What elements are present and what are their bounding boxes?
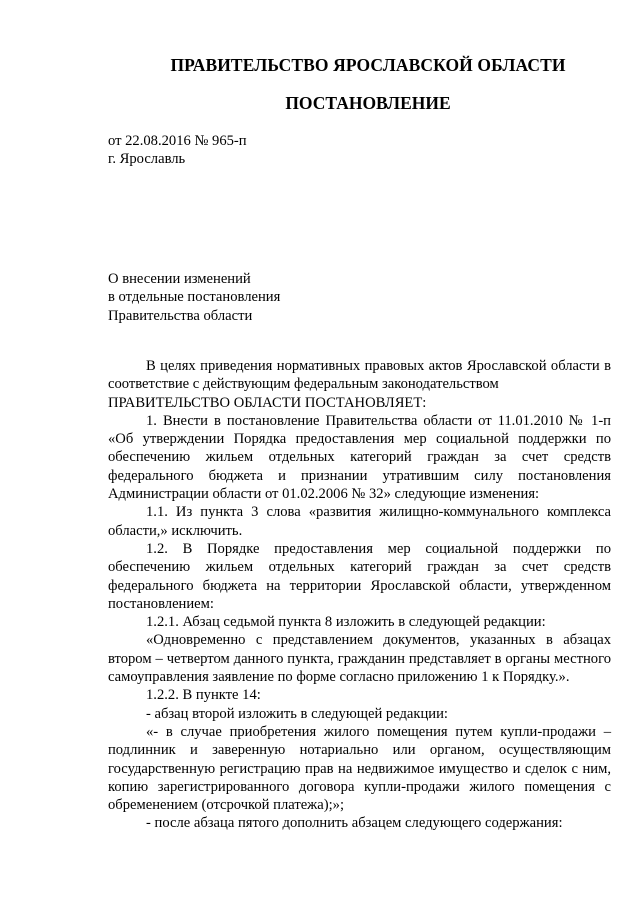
paragraph-preamble: В целях приведения нормативных правовых актов Ярославской области в соответствие с действующим федеральным законодательством (108, 358, 611, 393)
document-subject (108, 270, 280, 325)
paragraph-quote-2: «- в случае приобретения жилого помещения путем купли-продажи – подлинник и заверенную нотариально или органом, осуществляющим государственную регистрацию прав на недвижимое имущество и сделок с ним, копию зарегистрированного договора купли-продажи жилого помещения с обременением (отсрочкой платежа);»; (108, 723, 611, 814)
paragraph-item-1-2-2: 1.2.2. В пункте 14: (146, 687, 261, 704)
paragraph-dash-2: - после абзаца пятого дополнить абзацем следующего содержания: (146, 815, 563, 832)
paragraph-item-1: 1. Внести в постановление Правительства области от 11.01.2010 № 1-п «Об утверждении Порядка предоставления мер социальной поддержки по обеспечению жильем отдельных категорий граждан за счет средств федерального бюджета и признании утратившим силу постановления Администрации области от 01.02.2006 № 32» следующие изменения: (108, 412, 611, 503)
date-number: от 22.08.2016 № 965-п (108, 133, 247, 149)
document-type-title: ПОСТАНОВЛЕНИЕ (285, 93, 451, 113)
paragraph-item-1-2: 1.2. В Порядке предоставления мер социальной поддержки по обеспечению жильем отдельных категорий граждан за счет средств федерального бюджета на территории Ярославской области, утвержденном постановлением: (108, 540, 611, 612)
paragraph-resolution: ПРАВИТЕЛЬСТВО ОБЛАСТИ ПОСТАНОВЛЯЕТ: (108, 394, 427, 411)
city: г. Ярославль (108, 151, 186, 168)
document-meta (108, 132, 247, 169)
government-title: ПРАВИТЕЛЬСТВО ЯРОСЛАВСКОЙ ОБЛАСТИ (170, 55, 566, 75)
paragraph-quote-1: «Одновременно с представлением документов, указанных в абзацах втором – четвертом данного пункта, гражданин представляет в органы местного самоуправления заявление по форме согласно приложению 1 к Порядку.». (108, 632, 611, 686)
document-body (108, 357, 611, 833)
paragraph-dash-1: - абзац второй изложить в следующей редакции: (146, 705, 448, 722)
subject-line: Правительства области (108, 307, 253, 324)
paragraph-item-1-1: 1.1. Из пункта 3 слова «развития жилищно-коммунального комплекса области,» исключить. (108, 504, 611, 539)
subject-line: О внесении изменений (108, 271, 251, 287)
subject-line: в отдельные постановления (108, 289, 281, 306)
paragraph-item-1-2-1: 1.2.1. Абзац седьмой пункта 8 изложить в следующей редакции: (146, 614, 546, 631)
